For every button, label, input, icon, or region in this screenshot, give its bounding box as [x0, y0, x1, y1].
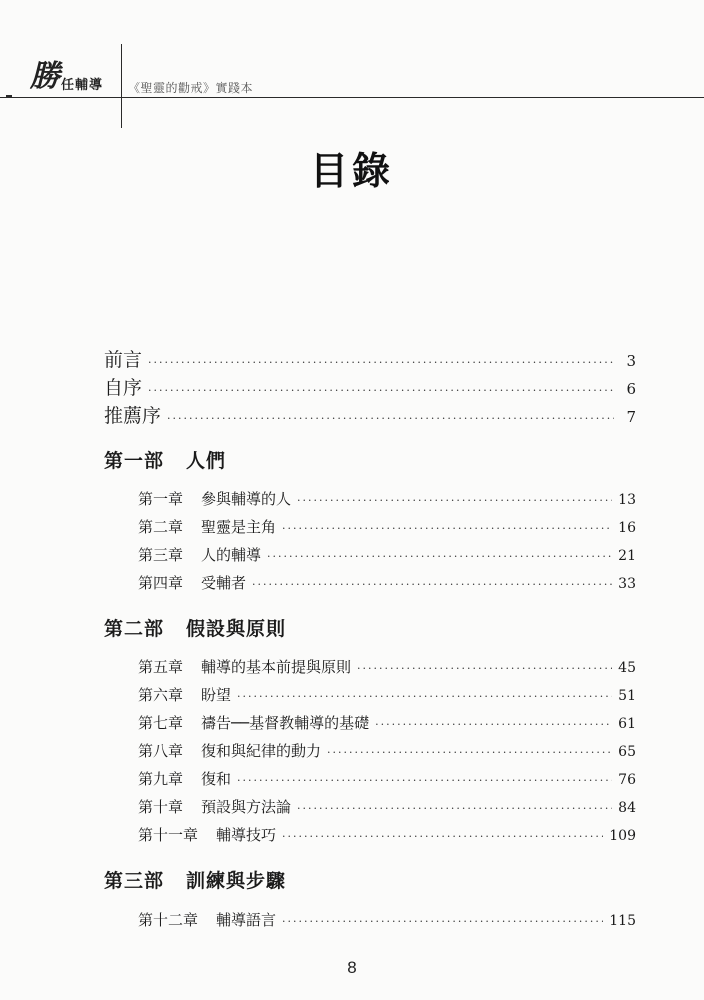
dot-leader: [237, 691, 612, 702]
chapter-page: 51: [618, 688, 636, 704]
chapter-number: 第七章: [138, 714, 184, 732]
chapter-title: 輔導技巧: [216, 826, 277, 844]
chapter-number: 第九章: [138, 770, 184, 788]
chapter-page: 65: [618, 744, 636, 760]
toc-chapter-entry[interactable]: [138, 800, 636, 815]
dot-leader: [148, 357, 614, 368]
chapter-title: 人的輔導: [201, 546, 262, 564]
chapter-title: 輔導語言: [216, 911, 277, 929]
toc-chapter-entry[interactable]: [138, 828, 636, 843]
chapter-number: 第二章: [138, 518, 184, 536]
chapter-page: 16: [618, 520, 636, 536]
chapter-page: 84: [618, 800, 636, 816]
toc-part-heading[interactable]: [104, 452, 226, 471]
dot-leader: [167, 413, 614, 424]
toc-chapter-entry[interactable]: [138, 716, 636, 731]
part-title: 假設與原則: [186, 618, 287, 640]
chapter-page: 61: [618, 716, 636, 732]
toc-chapter-entry[interactable]: [138, 520, 636, 535]
book-title: 《聖靈的勸戒》實踐本: [128, 81, 254, 95]
chapter-title: 復和: [201, 770, 232, 788]
chapter-title: 預設與方法論: [201, 798, 292, 816]
part-number: 第二部: [104, 618, 165, 640]
chapter-page: 109: [609, 828, 636, 844]
toc-chapter-entry[interactable]: [138, 548, 636, 563]
toc-chapter-entry[interactable]: [138, 576, 636, 591]
toc-entry-label: 推薦序: [104, 405, 162, 427]
dot-leader: [252, 579, 612, 590]
toc-entry-recommendation[interactable]: [104, 407, 636, 426]
part-title: 人們: [186, 450, 227, 472]
part-title: 訓練與步驟: [186, 870, 287, 892]
dot-leader: [297, 495, 612, 506]
series-logo-big-char: 勝: [30, 59, 60, 94]
dot-leader: [375, 719, 612, 730]
chapter-page: 45: [618, 660, 636, 676]
dot-leader: [237, 775, 612, 786]
chapter-number: 第五章: [138, 658, 184, 676]
chapter-page: 13: [618, 492, 636, 508]
toc-part-heading[interactable]: [104, 872, 286, 891]
toc-chapter-entry[interactable]: [138, 688, 636, 703]
toc-part-heading[interactable]: [104, 620, 286, 639]
toc-entry-label: 自序: [104, 377, 143, 399]
chapter-title: 受輔者: [201, 574, 247, 592]
dot-leader: [282, 916, 603, 927]
chapter-page: 76: [618, 772, 636, 788]
chapter-title: 參與輔導的人: [201, 490, 292, 508]
toc-entry-author-preface[interactable]: [104, 379, 636, 398]
chapter-page: 21: [618, 548, 636, 564]
chapter-number: 第十二章: [138, 911, 199, 929]
chapter-number: 第十一章: [138, 826, 199, 844]
chapter-number: 第一章: [138, 490, 184, 508]
toc-entry-page: 3: [626, 352, 636, 370]
toc-chapter-entry[interactable]: [138, 744, 636, 759]
toc-chapter-entry[interactable]: [138, 772, 636, 787]
chapter-title: 輔導的基本前提與原則: [201, 658, 352, 676]
page-title: 目錄: [309, 149, 394, 193]
chapter-page: 33: [618, 576, 636, 592]
dot-leader: [297, 803, 612, 814]
chapter-number: 第六章: [138, 686, 184, 704]
chapter-title: 復和與紀律的動力: [201, 742, 322, 760]
toc-entry-label: 前言: [104, 349, 143, 371]
dot-leader: [267, 551, 612, 562]
chapter-title: 禱告──基督教輔導的基礎: [201, 714, 370, 732]
dot-leader: [282, 831, 603, 842]
toc-chapter-entry[interactable]: [138, 660, 636, 675]
chapter-title: 聖靈是主角: [201, 518, 277, 536]
dot-leader: [282, 523, 612, 534]
dot-leader: [327, 747, 612, 758]
series-logo-small-text: 任輔導: [61, 78, 104, 93]
chapter-number: 第三章: [138, 546, 184, 564]
chapter-number: 第八章: [138, 742, 184, 760]
toc-entry-page: 6: [626, 380, 636, 398]
part-number: 第一部: [104, 450, 165, 472]
toc-chapter-entry[interactable]: [138, 492, 636, 507]
toc-entry-page: 7: [626, 408, 636, 426]
dot-leader: [357, 663, 612, 674]
part-number: 第三部: [104, 870, 165, 892]
chapter-number: 第十章: [138, 798, 184, 816]
toc-entry-preface[interactable]: [104, 351, 636, 370]
dot-leader: [148, 385, 614, 396]
chapter-page: 115: [609, 913, 636, 929]
chapter-number: 第四章: [138, 574, 184, 592]
page-number: 8: [347, 958, 357, 977]
chapter-title: 盼望: [201, 686, 232, 704]
toc-chapter-entry[interactable]: [138, 913, 636, 928]
